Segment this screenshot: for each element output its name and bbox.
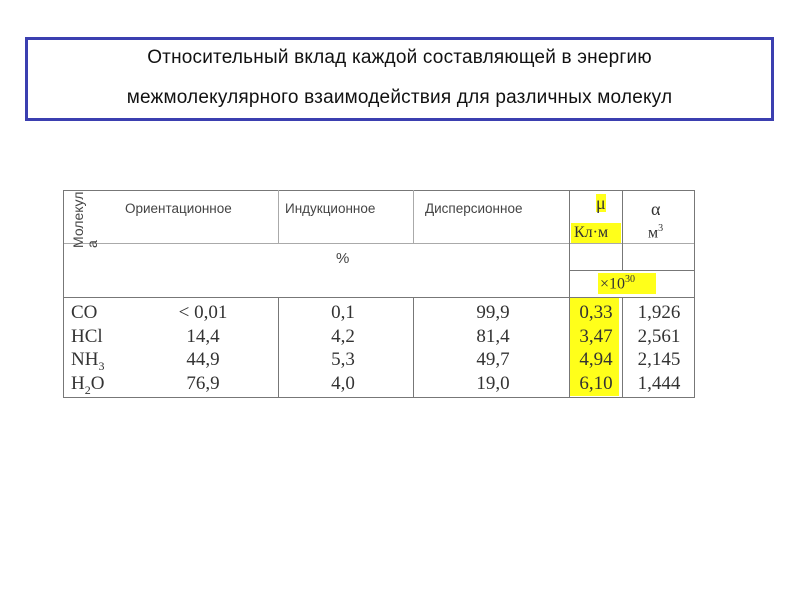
cell-mu: 0,33	[579, 302, 613, 323]
header-molecule-tail: а	[84, 240, 100, 248]
header-mu: μ	[596, 193, 606, 213]
rule-top	[63, 190, 695, 191]
molecule-subscript: 2	[84, 382, 91, 397]
cell-induct: 0,1	[331, 302, 355, 323]
row-molecule	[71, 326, 103, 348]
rule-left	[63, 190, 64, 398]
header-orientation: Ориентационное	[125, 201, 232, 216]
rule-v3	[569, 190, 570, 398]
rule-v1	[278, 190, 279, 243]
data-table	[63, 190, 695, 398]
cell-alpha: 1,444	[637, 372, 681, 394]
cell-mu: 4,94	[579, 349, 613, 370]
rule-v4	[622, 190, 623, 270]
alpha-unit-base: м	[648, 224, 659, 242]
header-mu-unit: Кл·м	[574, 224, 609, 241]
molecule-base: HCl	[71, 325, 103, 347]
cell-orient: 14,4	[186, 325, 220, 347]
rule-v2	[413, 190, 414, 243]
header-percent: %	[336, 250, 350, 267]
molecule-tail: O	[90, 372, 105, 394]
header-molecule: Молекул	[70, 191, 86, 248]
cell-induct: 4,2	[331, 325, 355, 347]
cell-disp: 49,7	[476, 349, 510, 370]
header-alpha-unit	[648, 223, 663, 242]
cell-induct: 4,0	[331, 372, 355, 394]
cell-orient: 44,9	[186, 349, 220, 370]
title-box	[25, 37, 774, 121]
header-scale	[600, 274, 635, 293]
cell-induct: 5,3	[331, 349, 355, 370]
cell-alpha: 1,926	[637, 302, 681, 323]
rule-header-mid	[63, 243, 695, 244]
rule-v1b	[278, 297, 279, 398]
header-dispersion: Дисперсионное	[425, 201, 523, 216]
cell-disp: 81,4	[476, 325, 510, 347]
molecule-base: H	[71, 372, 85, 394]
header-alpha: α	[651, 199, 661, 219]
cell-alpha: 2,561	[637, 325, 681, 347]
scale-exp: 30	[625, 274, 636, 285]
cell-disp: 99,9	[476, 302, 510, 323]
rule-scale	[569, 270, 695, 271]
cell-orient: 76,9	[186, 372, 220, 394]
row-molecule	[71, 302, 97, 324]
title-line-1: Относительный вклад каждой составляющей в энергию	[147, 47, 652, 68]
cell-disp: 19,0	[476, 372, 510, 394]
cell-mu: 6,10	[579, 372, 613, 394]
rule-bottom	[63, 397, 695, 398]
molecule-base: NH	[71, 349, 99, 370]
rule-v2b	[413, 297, 414, 398]
rule-right	[694, 190, 695, 398]
row-molecule	[71, 373, 104, 398]
rule-header-bottom	[63, 297, 695, 298]
scale-base: ×10	[600, 275, 626, 293]
alpha-unit-exp: 3	[658, 223, 664, 234]
molecule-subscript: 3	[98, 358, 105, 373]
cell-mu: 3,47	[579, 325, 613, 347]
cell-alpha: 2,145	[637, 349, 681, 370]
molecule-base: CO	[71, 302, 98, 323]
cell-orient: < 0,01	[178, 302, 228, 323]
header-induction: Индукционное	[285, 201, 376, 216]
rule-v4b	[622, 297, 623, 398]
title-line-2: межмолекулярного взаимодействия для различных молекул	[126, 87, 673, 108]
row-molecule	[71, 349, 104, 374]
